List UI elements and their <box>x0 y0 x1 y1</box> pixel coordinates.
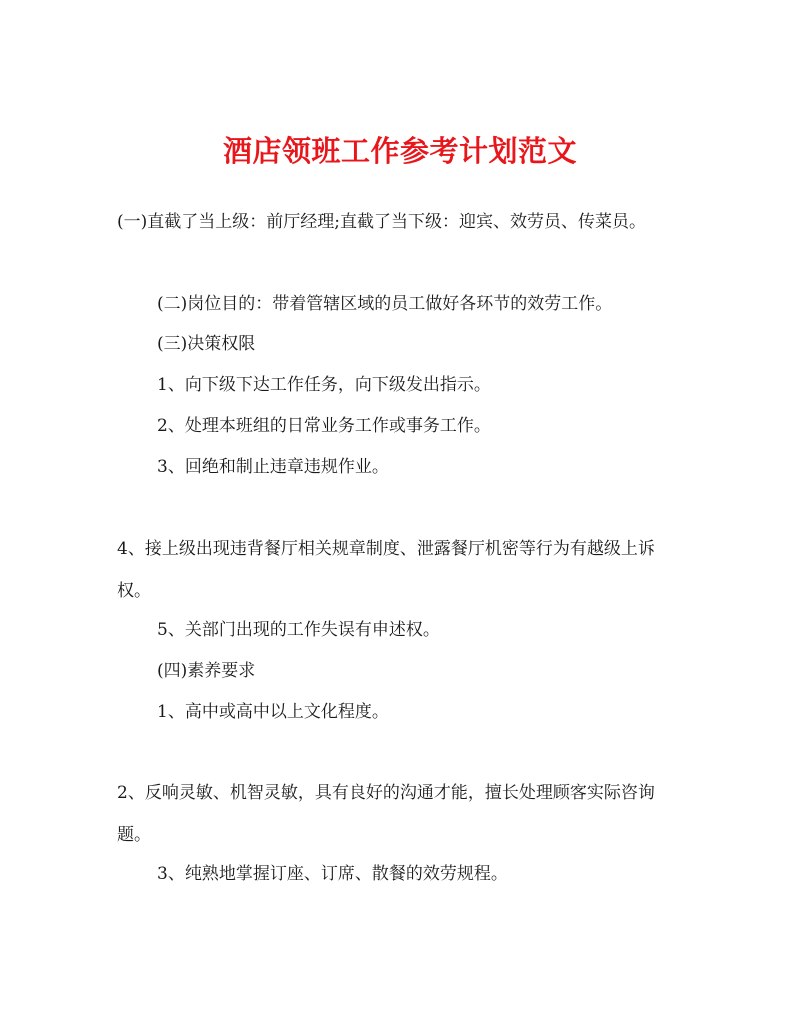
list-item-authority-5: 5、关部门出现的工作失误有申述权。 <box>157 620 440 640</box>
paragraph-reporting-line: (一)直截了当上级：前厅经理;直截了当下级：迎宾、效劳员、传菜员。 <box>117 212 646 232</box>
heading-quality-requirements: (四)素养要求 <box>157 661 256 681</box>
list-item-authority-3: 3、回绝和制止违章违规作业。 <box>157 457 389 477</box>
list-item-requirement-3: 3、纯熟地掌握订座、订席、散餐的效劳规程。 <box>157 864 508 884</box>
list-item-authority-4: 4、接上级出现违背餐厅相关规章制度、泄露餐厅机密等行为有越级上诉权。 <box>117 539 655 601</box>
list-item-requirement-1: 1、高中或高中以上文化程度。 <box>157 702 389 722</box>
list-item-requirement-2: 2、反响灵敏、机智灵敏，具有良好的沟通才能，擅长处理顾客实际咨询题。 <box>117 783 655 845</box>
paragraph-position-goal: (二)岗位目的：带着管辖区域的员工做好各环节的效劳工作。 <box>157 294 613 314</box>
list-item-authority-2: 2、处理本班组的日常业务工作或事务工作。 <box>157 416 491 436</box>
document-title: 酒店领班工作参考计划范文 <box>222 134 577 169</box>
heading-decision-authority: (三)决策权限 <box>157 334 256 354</box>
list-item-authority-1: 1、向下级下达工作任务，向下级发出指示。 <box>157 375 491 395</box>
